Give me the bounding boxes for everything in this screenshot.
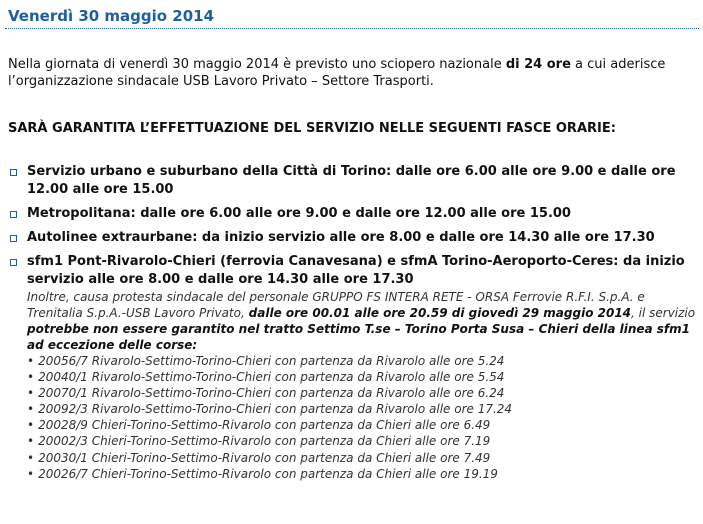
note-text: Inoltre, causa protesta sindacale del personale GRUPPO FS INTERA RETE - ORSA Ferrovie R.F.I. S.p.A. e Trenitalia S.p.A.-USB Lavoro Privato, [27,290,645,320]
service-metropolitana: Metropolitana: dalle ore 6.00 alle ore 9.00 e dalle ore 12.00 alle ore 15.00 [27,206,571,221]
bullet-icon: • [27,418,35,433]
page-title: Venerdì 30 maggio 2014 [8,7,215,25]
bullet-icon: • [27,434,35,449]
corsa-item [27,466,700,482]
square-bullet-icon [10,259,17,266]
corsa-item [27,385,700,401]
corsa-item [27,369,700,385]
corsa-text: 20002/3 Chieri-Torino-Settimo-Rivarolo con partenza da Chieri alle ore 7.19 [38,434,491,449]
sfm1-note [27,289,700,353]
service-list [0,163,700,488]
corsa-text: 20028/9 Chieri-Torino-Settimo-Rivarolo con partenza da Chieri alle ore 6.49 [38,418,491,433]
corsa-text: 20092/3 Rivarolo-Settimo-Torino-Chieri con partenza da Rivarolo alle ore 17.24 [38,402,513,417]
corsa-item [27,417,700,433]
corsa-item [27,433,700,449]
service-autolinee: Autolinee extraurbane: da inizio servizio alle ore 8.00 e dalle ore 14.30 alle ore 17.30 [27,230,655,245]
note-text: , il servizio [631,306,696,320]
service-sfm1: sfm1 Pont-Rivarolo-Chieri (ferrovia Canavesana) e sfmA Torino-Aeroporto-Ceres: da inizio servizio alle ore 8.00 e dalle ore 14.30 alle ore 17.30 [27,254,685,287]
list-item [0,163,700,199]
corsa-text: 20070/1 Rivarolo-Settimo-Torino-Chieri con partenza da Rivarolo alle ore 6.24 [38,386,505,401]
corsa-text: 20026/7 Chieri-Torino-Settimo-Rivarolo con partenza da Chieri alle ore 19.19 [38,466,498,481]
bullet-icon: • [27,466,35,481]
note-time-range: dalle ore 00.01 alle ore 20.59 di giovedì 29 maggio 2014 [248,306,632,320]
bullet-icon: • [27,386,35,401]
intro-paragraph [8,56,698,90]
bullet-icon: • [27,450,35,465]
corse-list [27,353,700,482]
bullet-icon: • [27,402,35,417]
square-bullet-icon [10,235,17,242]
bullet-icon: • [27,354,35,368]
note-warning: potrebbe non essere garantito nel tratto Settimo T.se – Torino Porta Susa – Chieri della linea sfm1 ad eccezione delle corse: [27,322,691,352]
title-divider [5,28,699,29]
bullet-icon: • [27,370,35,385]
corsa-text: 20030/1 Chieri-Torino-Settimo-Rivarolo con partenza da Chieri alle ore 7.49 [38,450,491,465]
section-heading: SARÀ GARANTITA L’EFFETTUAZIONE DEL SERVIZIO NELLE SEGUENTI FASCE ORARIE: [8,121,616,136]
corsa-text: 20040/1 Rivarolo-Settimo-Torino-Chieri con partenza da Rivarolo alle ore 5.54 [38,370,505,385]
corsa-item [27,353,700,369]
square-bullet-icon [10,169,17,176]
list-item [0,205,700,223]
corsa-item [27,450,700,466]
square-bullet-icon [10,211,17,218]
intro-text: Nella giornata di venerdì 30 maggio 2014 è previsto uno sciopero nazionale [8,57,506,72]
corsa-text: 20056/7 Rivarolo-Settimo-Torino-Chieri con partenza da Rivarolo alle ore 5.24 [38,354,505,368]
service-urbano: Servizio urbano e suburbano della Città di Torino: dalle ore 6.00 alle ore 9.00 e dalle ore 12.00 alle ore 15.00 [27,164,676,197]
list-item [0,253,700,482]
corsa-item [27,401,700,417]
list-item [0,229,700,247]
intro-text-end: a cui aderisce l’organizzazione sindacale USB Lavoro Privato – Settore Trasporti. [8,57,666,89]
intro-duration: di 24 ore [505,57,571,72]
